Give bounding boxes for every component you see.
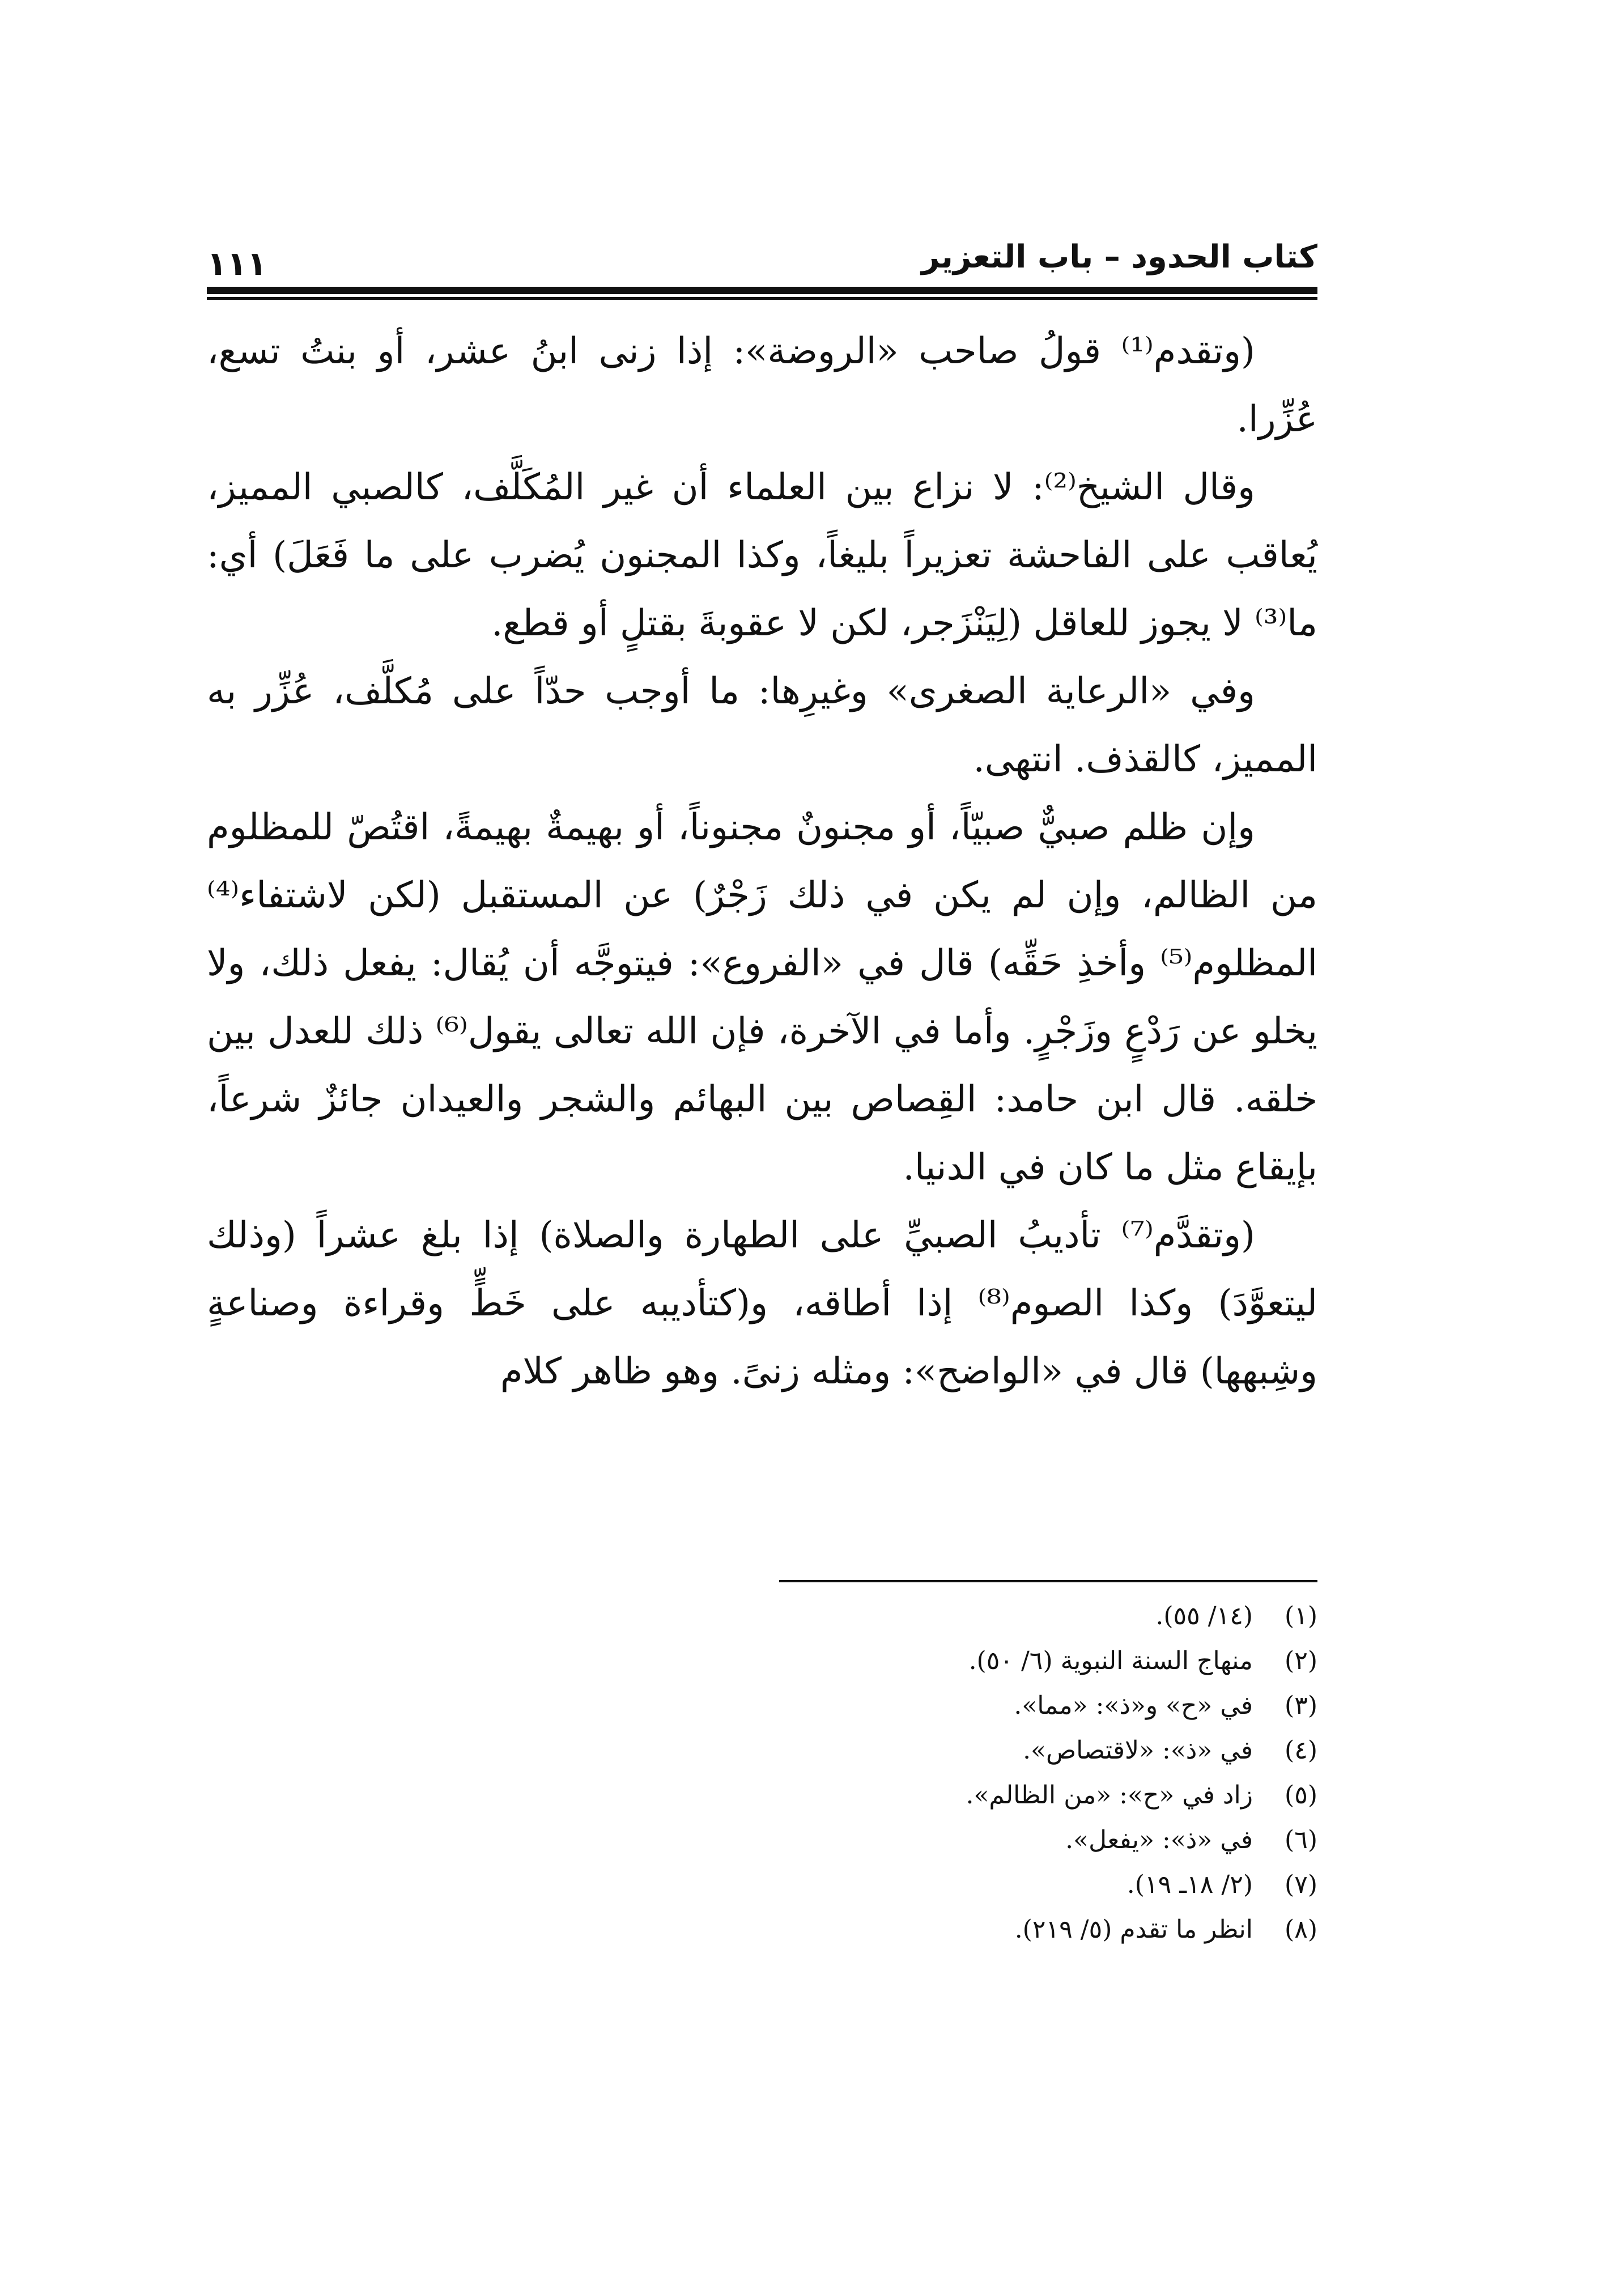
- footnote-number: (٦): [1285, 1825, 1317, 1854]
- running-header: [207, 213, 1317, 286]
- header-divider: [207, 287, 1317, 300]
- footnote: [207, 1683, 1317, 1728]
- page-number: ١١١: [207, 244, 267, 283]
- footnote-number: (٣): [1285, 1691, 1317, 1720]
- paragraph: (وتقدم⁽¹⁾ قولُ صاحب «الروضة»: إذا زنى ابنُ عشر، أو بنتُ تسع، عُزِّرا.: [207, 330, 1317, 440]
- footnote-number: (١): [1285, 1602, 1317, 1630]
- footnote: [207, 1862, 1317, 1907]
- footnote-number: (٢): [1285, 1646, 1317, 1675]
- paragraph: وقال الشيخ⁽²⁾: لا نزاع بين العلماء أن غير المُكَلَّف، كالصبي المميز، يُعاقب على الفاحشة تعزيراً بليغاً، وكذا المجنون يُضرب على ما فَعَلَ) أي: ما⁽³⁾ لا يجوز للعاقل (لِيَنْزَجر، لكن لا عقوبةَ بقتلٍ أو قطع.: [207, 466, 1317, 644]
- paragraph: وفي «الرعاية الصغرى» وغيرِها: ما أوجب حدّاً على مُكلَّف، عُزِّر به المميز، كالقذف. انتهى.: [207, 670, 1317, 780]
- footnote: [207, 1638, 1317, 1683]
- footnote: [207, 1594, 1317, 1638]
- header-divider-thick-line: [207, 287, 1317, 294]
- main-text: [207, 317, 1317, 1405]
- footnote-text: زاد في «ح»: «من الظالم».: [966, 1781, 1253, 1810]
- footnote: [207, 1818, 1317, 1862]
- footnote: [207, 1773, 1317, 1818]
- footnote: [207, 1728, 1317, 1773]
- footnote-number: (٥): [1285, 1781, 1317, 1810]
- footnote-text: انظر ما تقدم (٥/ ٢١٩).: [1014, 1915, 1253, 1944]
- paragraph: وإن ظلم صبيٌّ صبيّاً، أو مجنونٌ مجنوناً، أو بهيمةٌ بهيمةً، اقتُصّ للمظلوم من الظالم، وإن لم يكن في ذلك زَجْرٌ) عن المستقبل (لكن لاشتفاء⁽⁴⁾ المظلوم⁽⁵⁾ وأخذِ حَقِّه) قال في «الفروع»: فيتوجَّه أن يُقال: يفعل ذلك، ولا يخلو عن رَدْعٍ وزَجْرٍ. وأما في الآخرة، فإن الله تعالى يقول⁽⁶⁾ ذلك للعدل بين خلقه. قال ابن حامد: القِصاص بين البهائم والشجر والعيدان جائزٌ شرعاً، بإيقاع مثل ما كان في الدنيا.: [207, 806, 1318, 1188]
- footnote: [207, 1907, 1317, 1952]
- header-divider-thin-line: [207, 297, 1317, 300]
- footnote-text: في «ذ»: «يفعل».: [1065, 1825, 1253, 1854]
- footnote-number: (٧): [1285, 1870, 1317, 1899]
- footnote-number: (٨): [1285, 1915, 1317, 1944]
- paragraph: (وتقدَّم⁽⁷⁾ تأديبُ الصبيِّ على الطهارة والصلاة) إذا بلغ عشراً (وذلك ليتعوَّدَ) وكذا الصوم⁽⁸⁾ إذا أطاقه، و(كتأديبه على خَطٍّ وقراءة وصناعةٍ وشِبهها) قال في «الواضح»: ومثله زنىً. وهو ظاهر كلام: [207, 1215, 1318, 1392]
- footnote-text: (١٤/ ٥٥).: [1155, 1602, 1253, 1630]
- chapter-title: كتاب الحدود – باب التعزير: [921, 238, 1317, 275]
- footnote-text: في «ذ»: «لاقتصاص».: [1023, 1736, 1253, 1765]
- footnotes: [207, 1594, 1317, 1952]
- footnote-number: (٤): [1285, 1736, 1317, 1765]
- footnote-text: في «ح» و«ذ»: «مما».: [1014, 1691, 1253, 1720]
- footnote-text: (٢/ ١٨ـ ١٩).: [1126, 1870, 1253, 1899]
- footnote-text: منهاج السنة النبوية (٦/ ٥٠).: [968, 1646, 1253, 1675]
- footnote-divider: [779, 1580, 1317, 1582]
